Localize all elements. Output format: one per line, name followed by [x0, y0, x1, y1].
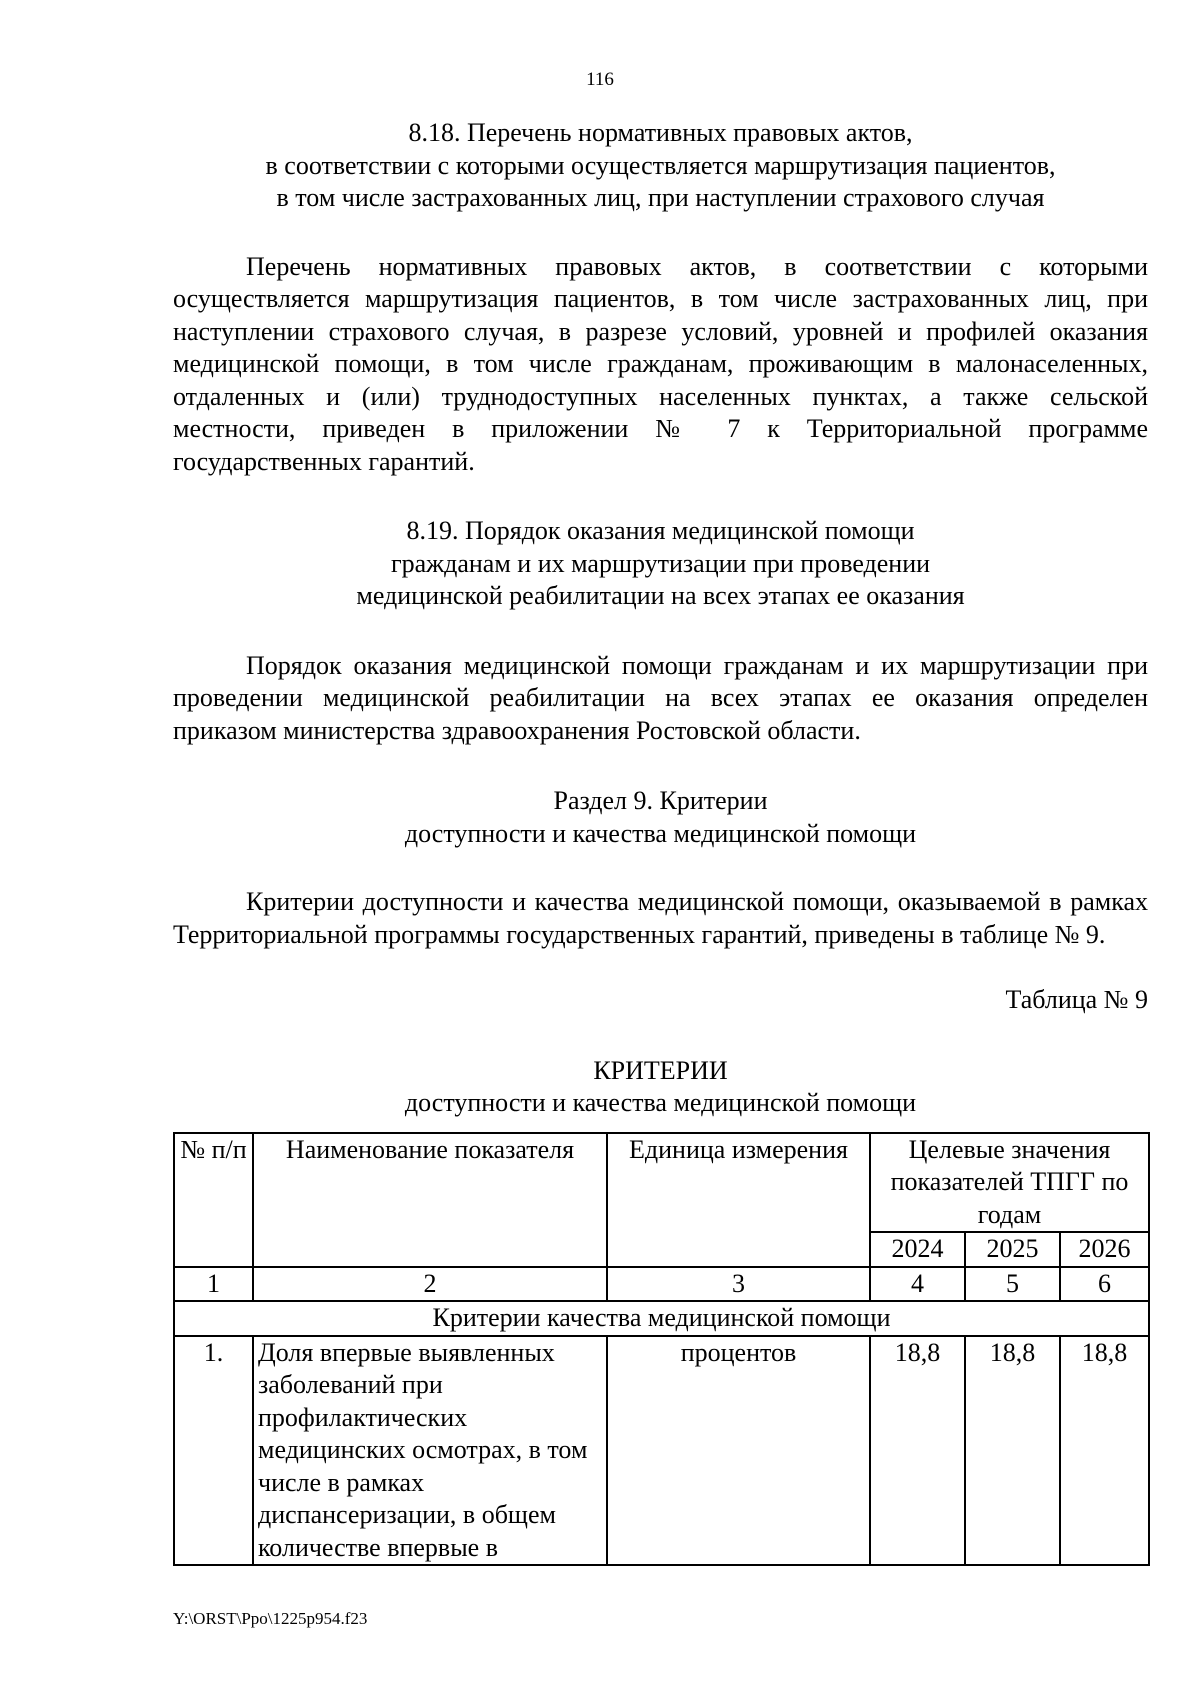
- heading-line: 8.18. Перечень нормативных правовых актов,: [408, 118, 913, 147]
- heading-line: доступности и качества медицинской помощи: [404, 818, 917, 848]
- heading-line: Раздел 9. Критерии: [553, 786, 768, 815]
- column-number: 6: [1060, 1267, 1149, 1302]
- section-9-heading: [173, 785, 1148, 850]
- header-targets: Целевые значения показателей ТПГГ по годам: [870, 1133, 1149, 1233]
- heading-line: в том числе застрахованных лиц, при наступлении страхового случая: [276, 183, 1045, 212]
- heading-line: гражданам и их маршрутизации при проведении: [390, 548, 931, 578]
- group-title-row: [174, 1301, 1149, 1336]
- section-9-paragraph: Критерии доступности и качества медицинской помощи, оказываемой в рамках Территориальной программы государственных гарантий, приведены в таблице № 9.: [173, 887, 1148, 949]
- table-title: [173, 1055, 1148, 1120]
- column-number: 5: [965, 1267, 1060, 1302]
- column-number: 2: [253, 1267, 607, 1302]
- group-title: Критерии качества медицинской помощи: [174, 1301, 1149, 1336]
- heading-line: 8.19. Порядок оказания медицинской помощи: [406, 516, 915, 545]
- section-8-18-paragraph: Перечень нормативных правовых актов, в соответствии с которыми осуществляется маршрутизация пациентов, в том числе застрахованных лиц, при наступлении страхового случая, в разрезе условий, уровней и профилей оказания медицинской помощи, в том числе гражданам, проживающим в малонаселенных, отдаленных и (или) труднодоступных населенных пунктах, а также сельской местности, приведен в приложении № 7 к Территориальной программе государственных гарантий.: [173, 251, 1148, 476]
- document-body: [173, 117, 1148, 1566]
- header-num: № п/п: [174, 1133, 253, 1267]
- header-year-2025: 2025: [965, 1232, 1060, 1267]
- header-year-2024: 2024: [870, 1232, 965, 1267]
- column-number: 1: [174, 1267, 253, 1302]
- row-num: 1.: [174, 1336, 253, 1566]
- section-8-19-paragraph: Порядок оказания медицинской помощи гражданам и их маршрутизации при проведении медицинской реабилитации на всех этапах ее оказания определен приказом министерства здравоохранения Ростовской области.: [173, 650, 1148, 745]
- criteria-table: [173, 1132, 1150, 1567]
- heading-line: в соответствии с которыми осуществляется маршрутизация пациентов,: [265, 150, 1056, 180]
- header-year-2026: 2026: [1060, 1232, 1149, 1267]
- table-label: Таблица № 9: [1005, 985, 1148, 1014]
- row-value-2024: 18,8: [870, 1336, 965, 1566]
- page-number: 116: [586, 69, 614, 90]
- row-value-2025: 18,8: [965, 1336, 1060, 1566]
- column-numbers-row: [174, 1267, 1149, 1302]
- header-unit: Единица измерения: [607, 1133, 870, 1267]
- section-8-18-heading: [173, 117, 1148, 215]
- table-row: [174, 1336, 1149, 1566]
- row-value-2026: 18,8: [1060, 1336, 1149, 1566]
- row-unit: процентов: [607, 1336, 870, 1566]
- column-number: 3: [607, 1267, 870, 1302]
- section-8-19-heading: [173, 515, 1148, 613]
- file-path-footer: Y:\ORST\Ppo\1225p954.f23: [173, 1609, 368, 1628]
- table-title-main: КРИТЕРИИ: [593, 1055, 728, 1085]
- heading-line: медицинской реабилитации на всех этапах ее оказания: [356, 581, 965, 610]
- column-number: 4: [870, 1267, 965, 1302]
- row-name: Доля впервые выявленных заболеваний при профилактических медицинских осмотрах, в том числе в рамках диспансеризации, в общем количестве впервые в: [253, 1336, 607, 1566]
- table-header-row: [174, 1133, 1149, 1233]
- header-name: Наименование показателя: [253, 1133, 607, 1267]
- table-title-sub: доступности и качества медицинской помощи: [404, 1088, 917, 1117]
